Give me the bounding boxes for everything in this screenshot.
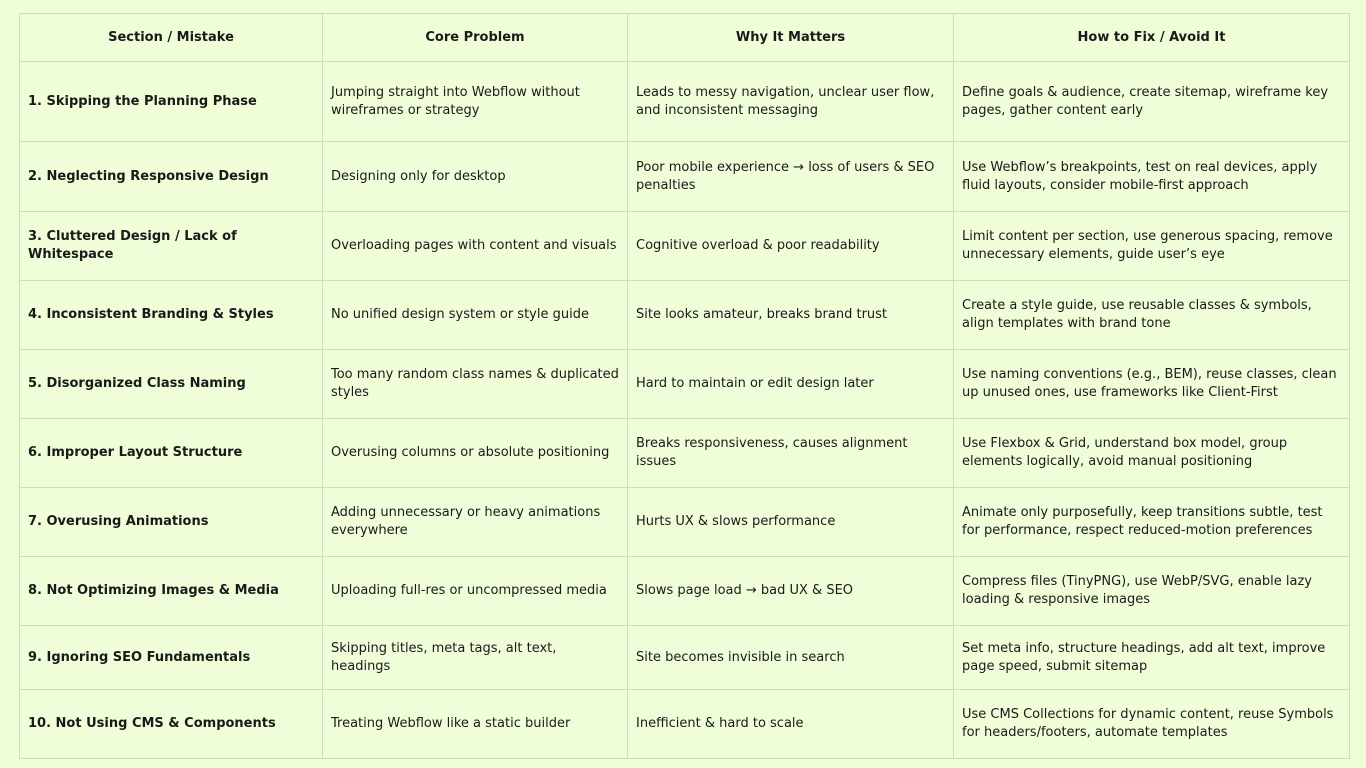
- cell-problem: Uploading full-res or uncompressed media: [323, 557, 628, 626]
- cell-fix: Limit content per section, use generous spacing, remove unnecessary elements, guide user’s eye: [954, 212, 1350, 281]
- table-row: [20, 690, 1350, 759]
- cell-section: 10. Not Using CMS & Components: [20, 690, 323, 759]
- cell-problem: Too many random class names & duplicated styles: [323, 350, 628, 419]
- cell-section: 4. Inconsistent Branding & Styles: [20, 281, 323, 350]
- cell-fix: Create a style guide, use reusable classes & symbols, align templates with brand tone: [954, 281, 1350, 350]
- cell-problem: Skipping titles, meta tags, alt text, headings: [323, 626, 628, 690]
- cell-problem: No unified design system or style guide: [323, 281, 628, 350]
- cell-section: 8. Not Optimizing Images & Media: [20, 557, 323, 626]
- header-section: Section / Mistake: [20, 14, 323, 62]
- cell-section: 5. Disorganized Class Naming: [20, 350, 323, 419]
- cell-fix: Define goals & audience, create sitemap, wireframe key pages, gather content early: [954, 62, 1350, 142]
- cell-fix: Use Flexbox & Grid, understand box model, group elements logically, avoid manual positioning: [954, 419, 1350, 488]
- table-row: [20, 212, 1350, 281]
- cell-fix: Use CMS Collections for dynamic content, reuse Symbols for headers/footers, automate templates: [954, 690, 1350, 759]
- header-problem: Core Problem: [323, 14, 628, 62]
- table-row: [20, 488, 1350, 557]
- cell-problem: Jumping straight into Webflow without wireframes or strategy: [323, 62, 628, 142]
- header-why: Why It Matters: [628, 14, 954, 62]
- cell-fix: Set meta info, structure headings, add alt text, improve page speed, submit sitemap: [954, 626, 1350, 690]
- cell-section: 7. Overusing Animations: [20, 488, 323, 557]
- header-fix: How to Fix / Avoid It: [954, 14, 1350, 62]
- cell-why: Cognitive overload & poor readability: [628, 212, 954, 281]
- table-row: [20, 350, 1350, 419]
- cell-why: Leads to messy navigation, unclear user flow, and inconsistent messaging: [628, 62, 954, 142]
- table-row: [20, 281, 1350, 350]
- mistakes-table-container: [19, 13, 1349, 750]
- cell-why: Poor mobile experience → loss of users & SEO penalties: [628, 142, 954, 212]
- cell-section: 3. Cluttered Design / Lack of Whitespace: [20, 212, 323, 281]
- cell-why: Slows page load → bad UX & SEO: [628, 557, 954, 626]
- cell-section: 6. Improper Layout Structure: [20, 419, 323, 488]
- table-row: [20, 626, 1350, 690]
- cell-why: Hard to maintain or edit design later: [628, 350, 954, 419]
- cell-why: Site becomes invisible in search: [628, 626, 954, 690]
- cell-fix: Use naming conventions (e.g., BEM), reuse classes, clean up unused ones, use frameworks like Client-First: [954, 350, 1350, 419]
- cell-fix: Compress files (TinyPNG), use WebP/SVG, enable lazy loading & responsive images: [954, 557, 1350, 626]
- cell-why: Site looks amateur, breaks brand trust: [628, 281, 954, 350]
- cell-section: 9. Ignoring SEO Fundamentals: [20, 626, 323, 690]
- cell-problem: Overusing columns or absolute positioning: [323, 419, 628, 488]
- cell-section: 1. Skipping the Planning Phase: [20, 62, 323, 142]
- table-row: [20, 557, 1350, 626]
- table-row: [20, 142, 1350, 212]
- cell-fix: Animate only purposefully, keep transitions subtle, test for performance, respect reduced-motion preferences: [954, 488, 1350, 557]
- cell-problem: Adding unnecessary or heavy animations everywhere: [323, 488, 628, 557]
- table-row: [20, 62, 1350, 142]
- cell-section: 2. Neglecting Responsive Design: [20, 142, 323, 212]
- cell-problem: Treating Webflow like a static builder: [323, 690, 628, 759]
- cell-why: Breaks responsiveness, causes alignment issues: [628, 419, 954, 488]
- cell-problem: Designing only for desktop: [323, 142, 628, 212]
- cell-fix: Use Webflow’s breakpoints, test on real devices, apply fluid layouts, consider mobile-first approach: [954, 142, 1350, 212]
- cell-why: Inefficient & hard to scale: [628, 690, 954, 759]
- table-header-row: [20, 14, 1350, 62]
- cell-problem: Overloading pages with content and visuals: [323, 212, 628, 281]
- cell-why: Hurts UX & slows performance: [628, 488, 954, 557]
- table-row: [20, 419, 1350, 488]
- mistakes-table: [19, 13, 1350, 759]
